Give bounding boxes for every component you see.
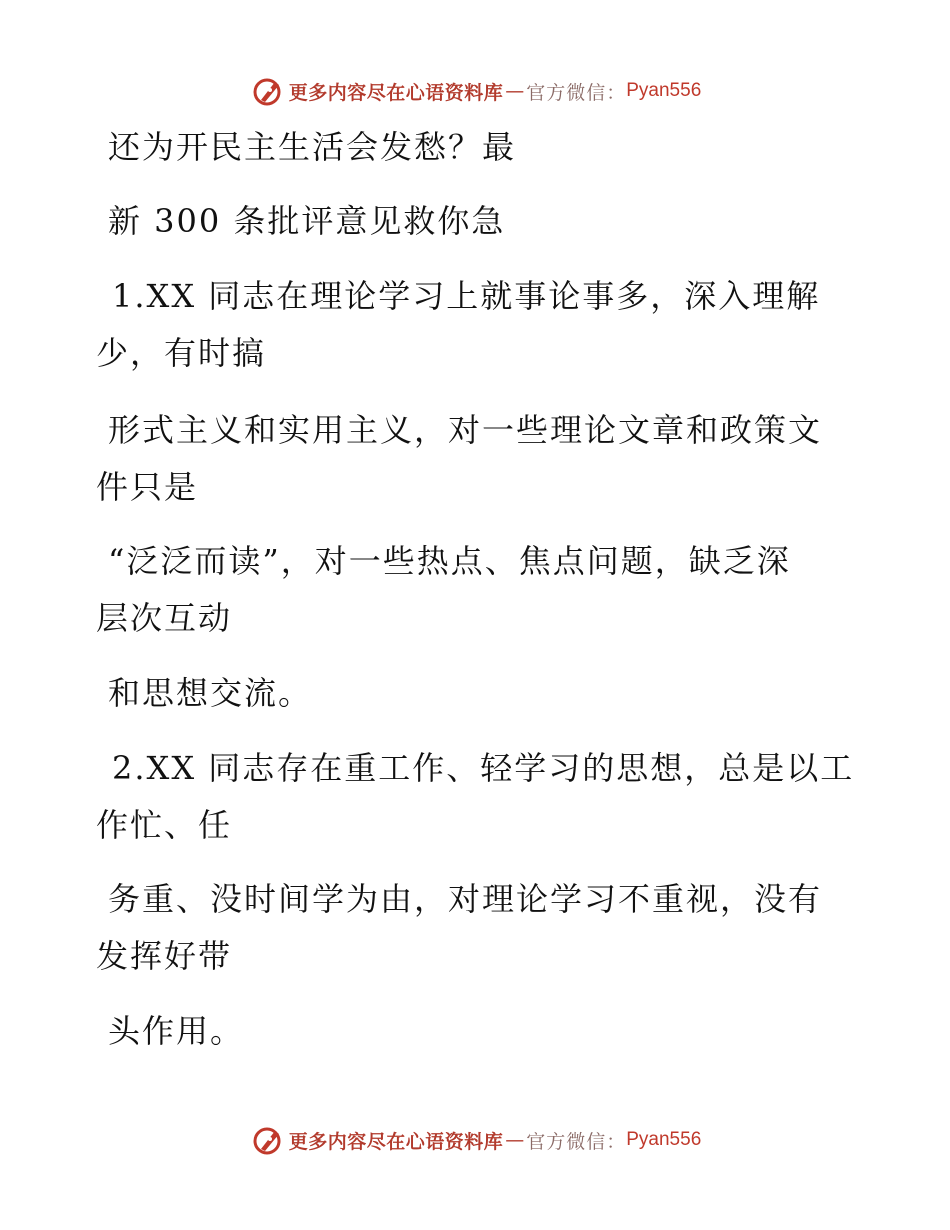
pen-nib-logo-icon (251, 1123, 285, 1157)
item-1-line-1: 1.XX 同志在理论学习上就事论事多，深入理解 (112, 277, 821, 315)
brand-text: 更多内容尽在心语资料库 (288, 1130, 504, 1153)
item-1-line-3: 形式主义和实用主义，对一些理论文章和政策文 (108, 411, 823, 449)
title-line-2: 新 300 条批评意见救你急 (108, 202, 506, 240)
item-2-line-4: 发挥好带 (96, 937, 233, 975)
wechat-label: 官方微信： (526, 1130, 627, 1153)
brand-dash: — (505, 1129, 525, 1151)
wechat-id: Pyan556 (626, 80, 702, 101)
wechat-id: Pyan556 (626, 1129, 702, 1150)
wechat-label: 官方微信： (526, 81, 627, 104)
item-2-line-5: 头作用。 (108, 1012, 245, 1050)
item-1-line-4: 件只是 (96, 468, 199, 506)
title-line-1: 还为开民主生活会发愁？最 (108, 128, 517, 166)
item-1-line-6: 层次互动 (96, 599, 233, 637)
item-1-line-2: 少，有时搞 (96, 334, 267, 372)
pen-nib-logo-icon (251, 74, 285, 108)
item-1-line-7: 和思想交流。 (108, 674, 313, 712)
brand-dash: — (505, 80, 525, 102)
footer-banner (0, 1120, 950, 1160)
item-2-line-3: 务重、没时间学为由，对理论学习不重视，没有 (108, 880, 823, 918)
item-2-line-1: 2.XX 同志存在重工作、轻学习的思想，总是以工 (112, 749, 855, 787)
brand-text: 更多内容尽在心语资料库 (288, 81, 504, 104)
header-banner (0, 71, 950, 111)
item-2-line-2: 作忙、任 (96, 806, 233, 844)
item-1-line-5: “泛泛而读”，对一些热点、焦点问题，缺乏深 (108, 542, 791, 580)
